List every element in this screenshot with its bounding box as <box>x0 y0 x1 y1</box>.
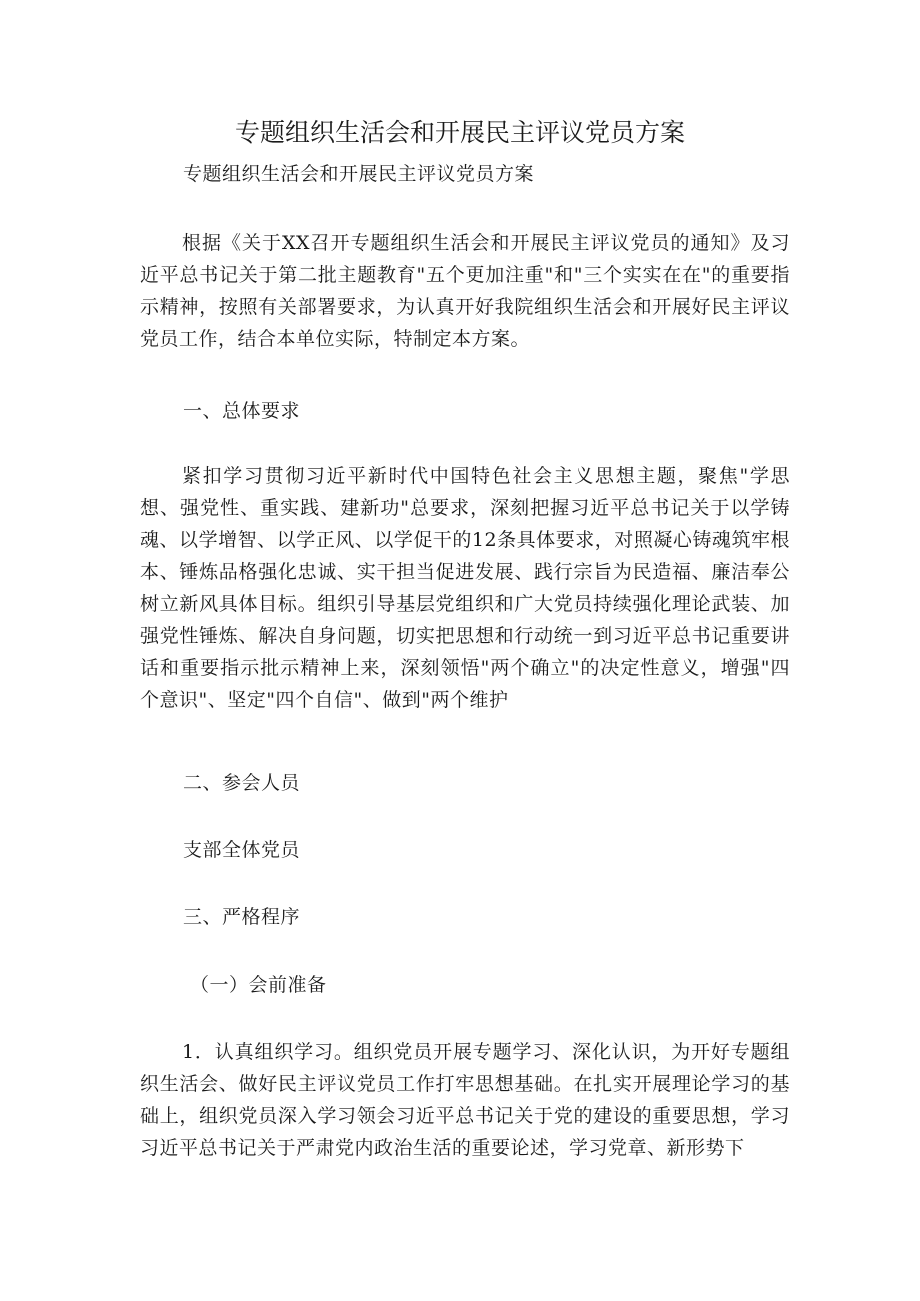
subsection-heading-preparation: （一）会前准备 <box>190 974 327 996</box>
section-heading-procedure: 三、严格程序 <box>183 906 301 928</box>
section-body-attendees: 支部全体党员 <box>183 839 301 861</box>
document-title: 专题组织生活会和开展民主评议党员方案 <box>234 118 685 147</box>
section-heading-general-requirements: 一、总体要求 <box>183 400 301 422</box>
numbered-item-study: 1．认真组织学习。组织党员开展专题学习、深化认识，为开好专题组织生活会、做好民主评议党员工作打牢思想基础。在扎实开展理论学习的基础上，组织党员深入学习领会习近平总书记关于党的建设的重要思想，学习习近平总书记关于严肃党内政治生活的重要论述，学习党章、新形势下 <box>140 1041 790 1159</box>
document-subtitle: 专题组织生活会和开展民主评议党员方案 <box>183 163 535 185</box>
section-heading-attendees: 二、参会人员 <box>183 772 301 794</box>
intro-paragraph: 根据《关于XX召开专题组织生活会和开展民主评议党员的通知》及习近平总书记关于第二批主题教育"五个更加注重"和"三个实实在在"的重要指示精神，按照有关部署要求，为认真开好我院组织生活会和开展好民主评议党员工作，结合本单位实际，特制定本方案。 <box>140 232 790 350</box>
section-body-general-requirements: 紧扣学习贯彻习近平新时代中国特色社会主义思想主题，聚焦"学思想、强党性、重实践、建新功"总要求，深刻把握习近平总书记关于以学铸魂、以学增智、以学正风、以学促干的12条具体要求，对照凝心铸魂筑牢根本、锤炼品格强化忠诚、实干担当促进发展、践行宗旨为民造福、廉洁奉公树立新风具体目标。组织引导基层党组织和广大党员持续强化理论武装、加强党性锤炼、解决自身问题，切实把思想和行动统一到习近平总书记重要讲话和重要指示批示精神上来，深刻领悟"两个确立"的决定性意义，增强"四个意识"、坚定"四个自信"、做到"两个维护 <box>140 465 790 711</box>
